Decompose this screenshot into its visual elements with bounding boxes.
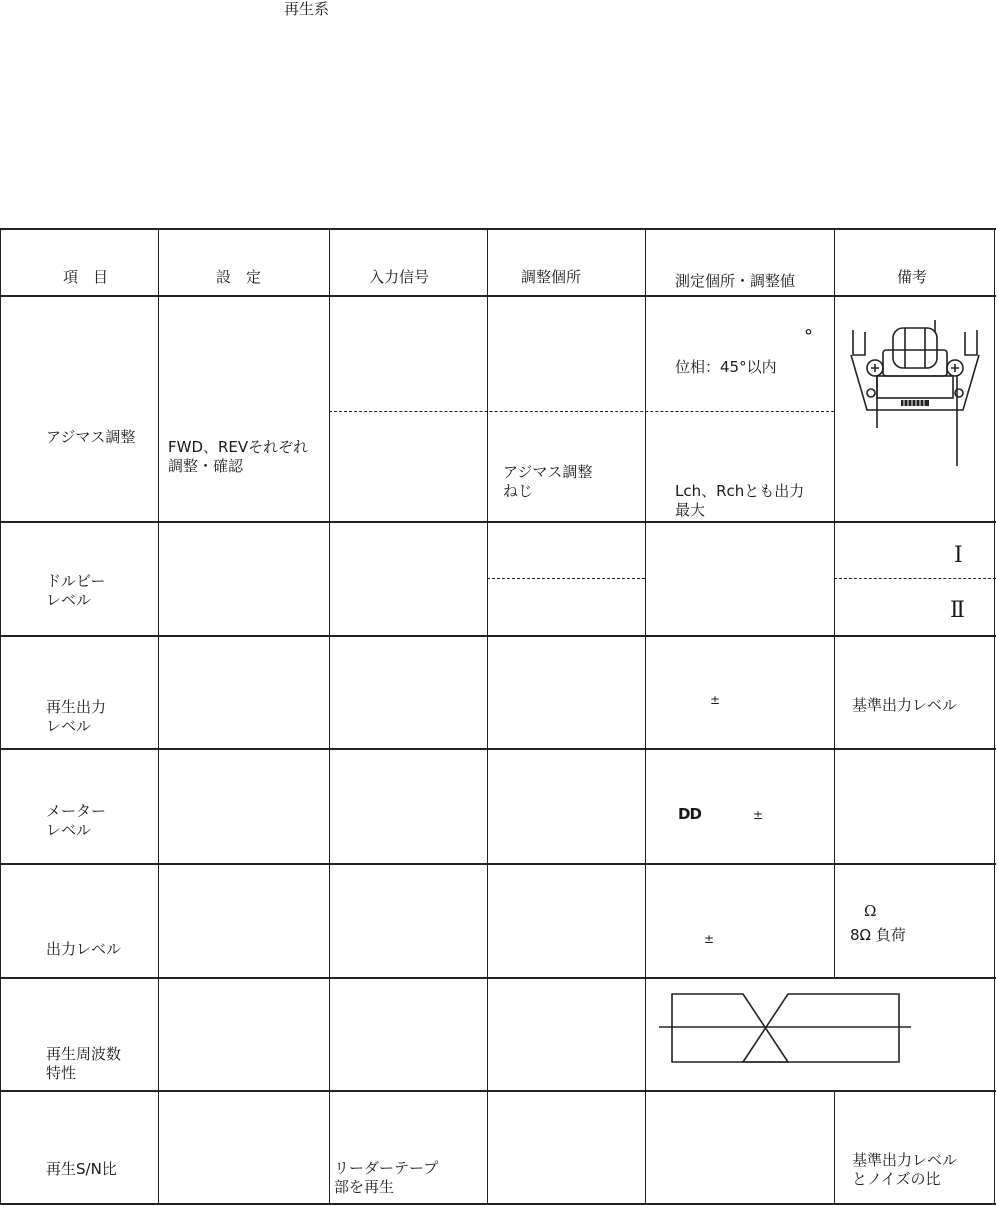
table-right-border xyxy=(994,228,995,1205)
row-divider xyxy=(0,863,996,865)
dashed-divider xyxy=(329,411,834,412)
row-meter-pm: ± xyxy=(753,808,764,822)
header-setting: 設 定 xyxy=(216,268,262,286)
row-divider xyxy=(0,977,996,979)
dashed-divider xyxy=(487,578,645,579)
header-bottom-border xyxy=(0,295,996,297)
column-divider xyxy=(834,1090,835,1205)
tape-head-illustration xyxy=(845,320,985,470)
row-azimuth-item: アジマス調整 xyxy=(46,428,136,446)
dolby-logo: DD xyxy=(678,805,701,823)
row-azimuth-lr-output: Lch、Rchとも出力 最大 xyxy=(675,482,805,519)
row-azimuth-adjust-point: アジマス調整 ねじ xyxy=(503,463,593,500)
row-playback-output-pm: ± xyxy=(710,693,721,707)
header-input-signal: 入力信号 xyxy=(369,268,430,286)
row-dolby-item: ドルビー レベル xyxy=(46,572,106,609)
row-output-level-ohm: Ω xyxy=(864,902,877,920)
header-remarks: 備考 xyxy=(897,268,928,286)
row-freq-response-item: 再生周波数 特性 xyxy=(46,1045,122,1082)
column-divider xyxy=(834,228,835,978)
column-divider xyxy=(158,228,159,1205)
table-left-border xyxy=(0,228,1,1205)
row-divider xyxy=(0,748,996,750)
column-divider xyxy=(487,228,488,1205)
row-output-level-load: 8Ω 負荷 xyxy=(850,926,906,944)
header-item: 項 目 xyxy=(63,268,109,286)
header-measure-point: 測定個所・調整値 xyxy=(675,272,796,290)
row-azimuth-setting: FWD、REVそれぞれ 調整・確認 xyxy=(168,438,309,475)
column-divider xyxy=(645,228,646,1205)
row-playback-output-remark: 基準出力レベル xyxy=(852,696,958,714)
frequency-response-diagram xyxy=(655,985,915,1070)
row-dolby-remark-2: Ⅱ xyxy=(950,598,965,623)
row-divider xyxy=(0,1090,996,1092)
dashed-divider xyxy=(834,578,996,579)
row-meter-item: メーター レベル xyxy=(46,802,107,839)
page-title: 再生系 xyxy=(284,0,330,18)
table-top-border xyxy=(0,228,996,230)
row-sn-item: 再生S/N比 xyxy=(46,1160,117,1178)
row-playback-output-item: 再生出力 レベル xyxy=(46,698,107,735)
column-divider xyxy=(329,228,330,1205)
row-azimuth-phase: 位相：45°以内 xyxy=(675,358,777,376)
row-azimuth-degree-mark: ° xyxy=(804,326,813,347)
row-sn-remark: 基準出力レベル とノイズの比 xyxy=(852,1151,958,1188)
row-divider xyxy=(0,635,996,637)
row-output-level-pm: ± xyxy=(704,932,715,946)
header-adjust-point: 調整個所 xyxy=(521,268,582,286)
table-bottom-border xyxy=(0,1203,996,1205)
row-dolby-remark-1: Ⅰ xyxy=(954,543,963,568)
row-sn-input-signal: リーダーテープ 部を再生 xyxy=(334,1159,439,1196)
row-divider xyxy=(0,521,996,523)
row-output-level-item: 出力レベル xyxy=(46,940,122,958)
